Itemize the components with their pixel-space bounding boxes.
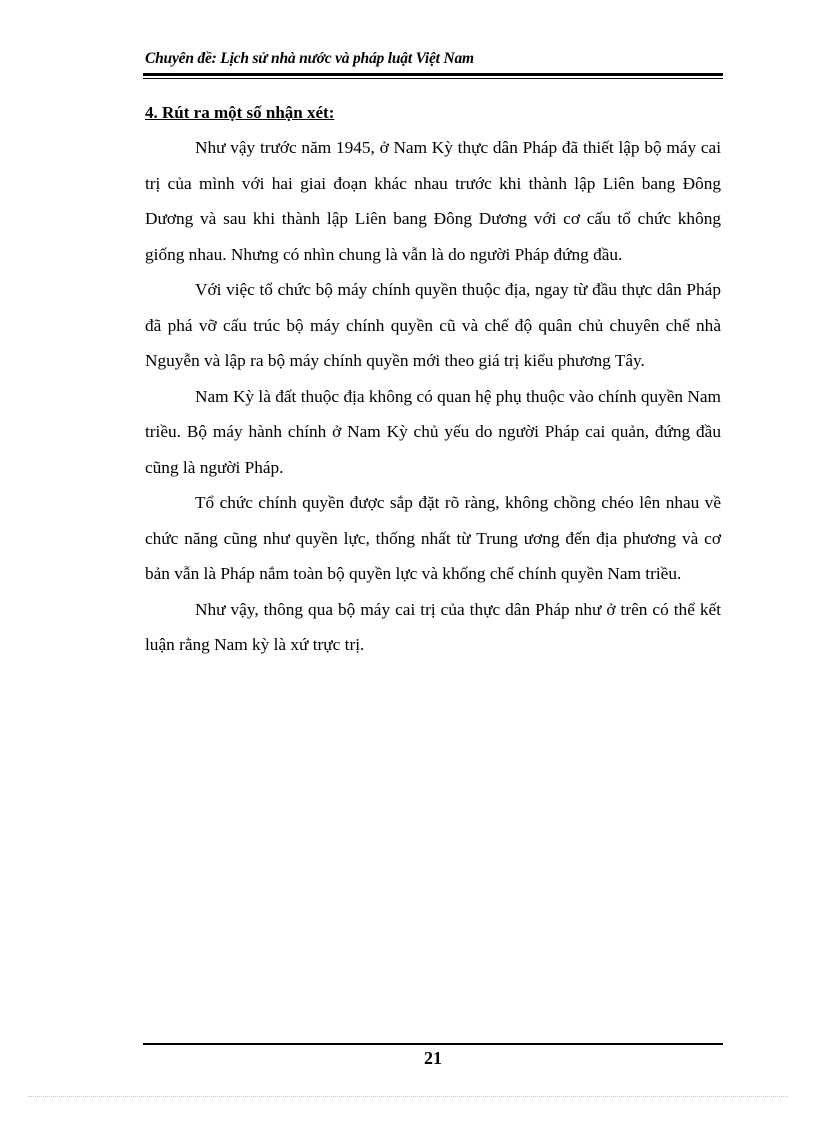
- paragraph-4: Tổ chức chính quyền được sắp đặt rõ ràng, không chồng chéo lên nhau về chức năng cũng như quyền lực, thống nhất từ Trung ương đến địa phương và cơ bản vẫn là Pháp nắm toàn bộ quyền lực và khống chế chính quyền Nam triều.: [145, 493, 721, 583]
- footer-rule: [143, 1043, 723, 1045]
- paragraph-3: Nam Kỳ là đất thuộc địa không có quan hệ phụ thuộc vào chính quyền Nam triều. Bộ máy hành chính ở Nam Kỳ chủ yếu do người Pháp cai quản, đứng đầu cũng là người Pháp.: [145, 386, 721, 477]
- body-text: [145, 130, 721, 663]
- running-header: Chuyên đề: Lịch sử nhà nước và pháp luật Việt Nam: [145, 50, 474, 67]
- section-title: 4. Rút ra một số nhận xét:: [145, 103, 335, 122]
- paragraph-5: Như vậy, thông qua bộ máy cai trị của thực dân Pháp như ở trên có thể kết luận rằng Nam kỳ là xứ trực trị.: [145, 599, 721, 654]
- header-rule-thin: [143, 78, 723, 79]
- paragraph-1: Như vậy trước năm 1945, ở Nam Kỳ thực dân Pháp đã thiết lập bộ máy cai trị của mình với hai giai đoạn khác nhau trước khi thành lập Liên bang Đông Dương và sau khi thành lập Liên bang Đông Dương với cơ cấu tổ chức không giống nhau. Nhưng có nhìn chung là vẫn là do người Pháp đứng đầu.: [145, 138, 721, 264]
- page-number: 21: [424, 1048, 442, 1068]
- paragraph-2: Với việc tổ chức bộ máy chính quyền thuộc địa, ngay từ đầu thực dân Pháp đã phá vỡ cấu trúc bộ máy chính quyền cũ và chế độ quân chủ chuyên chế nhà Nguyễn và lập ra bộ máy chính quyền mới theo giá trị kiểu phương Tây.: [145, 280, 721, 370]
- header-rule-thick: [143, 73, 723, 76]
- page-bottom-divider: [28, 1096, 788, 1097]
